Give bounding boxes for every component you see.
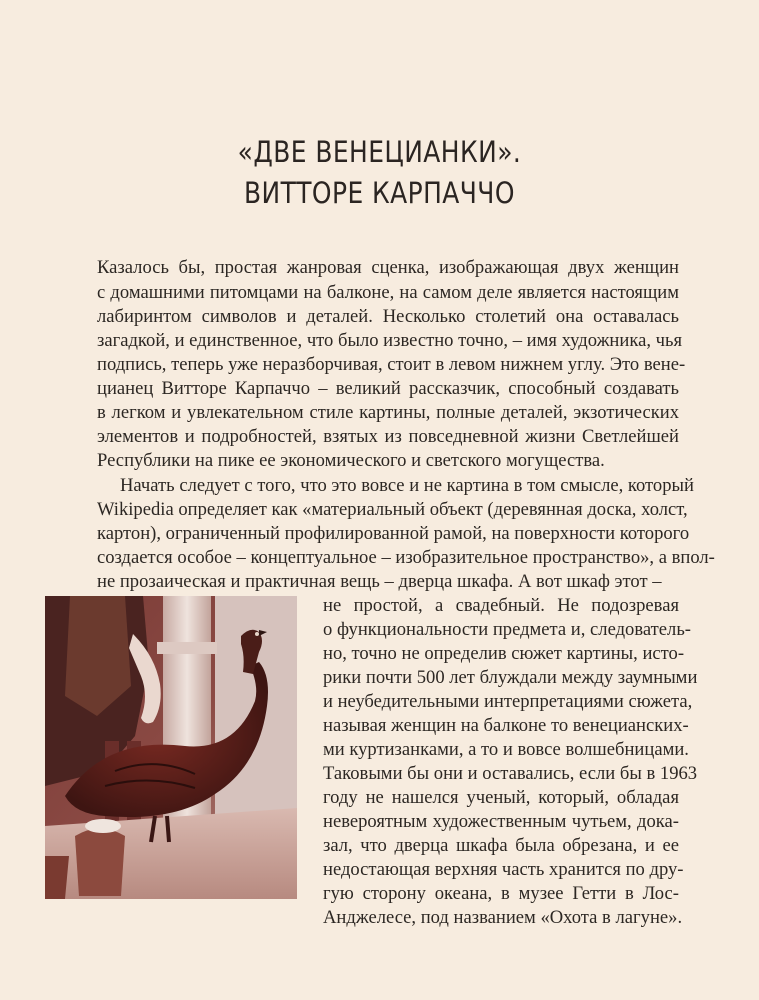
text-line: Таковыми бы они и оставались, если бы в 1963 — [323, 763, 698, 784]
title-line-1: «ДВЕ ВЕНЕЦИАНКИ». — [237, 135, 522, 169]
text-line: рики почти 500 лет блуждали между заумными — [323, 667, 698, 688]
text-line: с домашними питомцами на балконе, на самом деле является настоящим — [97, 282, 679, 303]
text-line: не прозаическая и практичная вещь – дверца шкафа. А вот шкаф этот – — [97, 571, 662, 592]
text-line: не простой, а свадебный. Не подозревая — [323, 595, 679, 616]
text-line: Казалось бы, простая жанровая сценка, изображающая двух женщин — [97, 257, 679, 278]
text-line: и неубедительными интерпретациями сюжета, — [323, 691, 693, 712]
text-line: картон), ограниченный профилированной рамой, на поверхности которого — [97, 523, 690, 544]
page-title — [53, 132, 706, 214]
text-line: Республики на пике ее экономического и светского могущества. — [97, 450, 605, 471]
painting-detail-peacock — [45, 596, 297, 899]
text-line: называя женщин на балконе то венецианских- — [323, 715, 689, 736]
text-line: ми куртизанками, а то и вовсе волшебницами. — [323, 739, 689, 760]
text-line: невероятным художественным чутьем, дока- — [323, 811, 679, 832]
text-line: в легком и увлекательном стиле картины, полные деталей, экзотических — [97, 402, 679, 423]
text-line: цианец Витторе Карпаччо – великий рассказчик, способный создавать — [97, 378, 679, 399]
text-line: элементов и подробностей, взятых из повседневной жизни Светлейшей — [97, 426, 679, 447]
text-line: о функциональности предмета и, следователь- — [323, 619, 691, 640]
text-line: гую сторону океана, в музее Гетти в Лос- — [323, 883, 679, 904]
text-line: загадкой, и единственное, что было известно точно, – имя художника, чья — [97, 330, 683, 351]
text-line: недостающая верхняя часть хранится по дру- — [323, 859, 684, 880]
text-line: зал, что дверца шкафа была обрезана, и ее — [323, 835, 679, 856]
title-line-2: ВИТТОРЕ КАРПАЧЧО — [243, 176, 515, 210]
text-line: Wikipedia определяет как «материальный объект (деревянная доска, холст, — [97, 499, 688, 520]
text-line: подпись, теперь уже неразборчивая, стоит в левом нижнем углу. Это вене- — [97, 354, 686, 375]
text-line: Начать следует с того, что это вовсе и не картина в том смысле, который — [120, 475, 694, 496]
text-line: Анджелесе, под названием «Охота в лагуне». — [323, 907, 683, 928]
text-line: создается особое – концептуальное – изобразительное пространство», а впол- — [97, 547, 715, 568]
text-line: году не нашелся ученый, который, обладая — [323, 787, 679, 808]
text-line: но, точно не определив сюжет картины, исто- — [323, 643, 685, 664]
text-line: лабиринтом символов и деталей. Несколько столетий она оставалась — [97, 306, 679, 327]
